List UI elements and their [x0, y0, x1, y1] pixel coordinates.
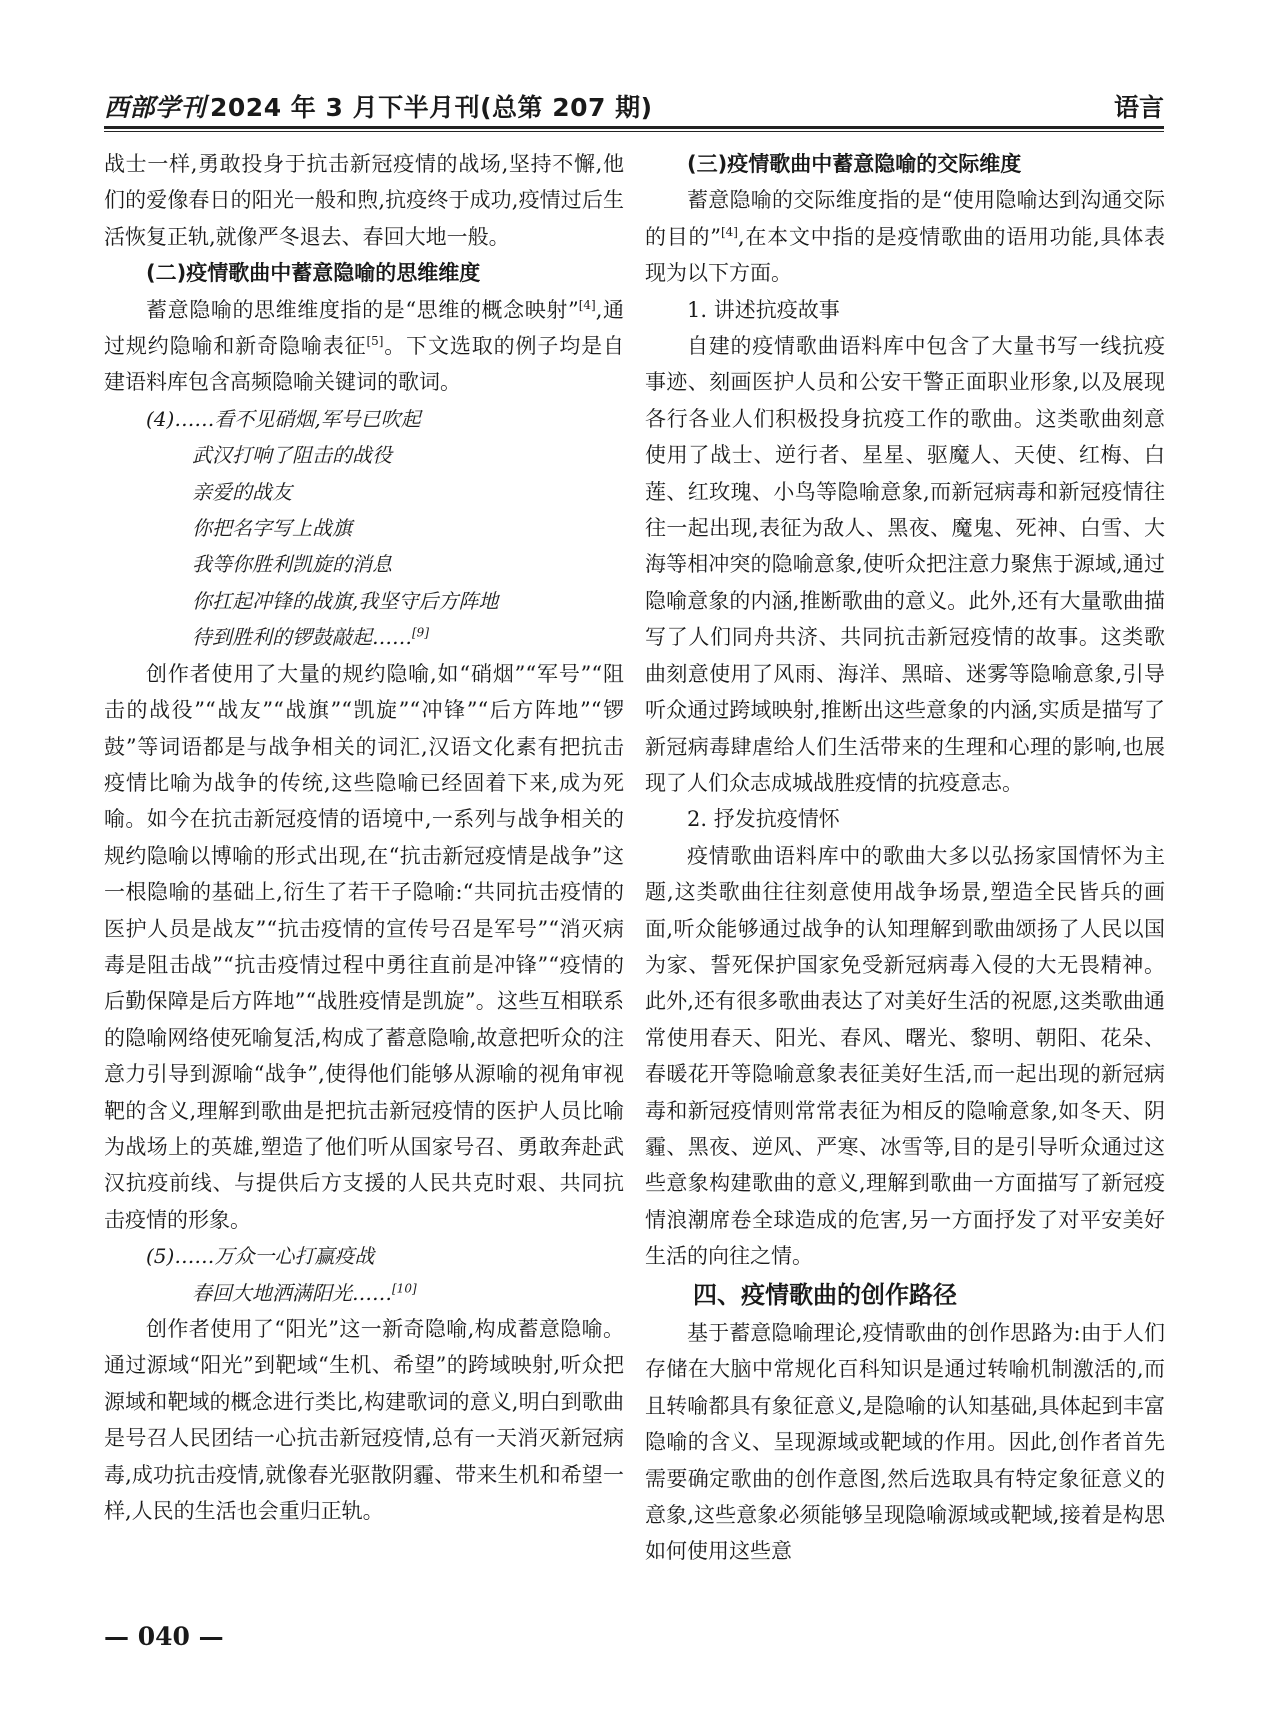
text-run: 蓄意隐喻的交际维度指的是“使用隐喻达到沟通交际的目的” — [645, 188, 1165, 249]
citation: [4] — [720, 224, 738, 239]
lyric-line: (5)……万众一心打赢疫战 — [146, 1244, 375, 1269]
issue-text: 2024 年 3 月下半月刊(总第 207 期) — [210, 93, 653, 122]
paragraph: 基于蓄意隐喻理论,疫情歌曲的创作思路为:由于人们存储在大脑中常规化百科知识是通过转喻机制激活的,而且转喻都具有象征意义,是隐喻的认知基础,具体起到丰富隐喻的含义、呈现源域或靶域的作用。因此,创作者首先需要确定歌曲的创作意图,然后选取具有特定象征意义的意象,这些意象必须能够呈现隐喻源域或靶域,接着是构思如何使用这些意 — [645, 1321, 1165, 1564]
journal-issue — [104, 88, 653, 124]
left-column — [104, 146, 624, 1529]
section-name: 语言 — [1113, 93, 1164, 122]
paragraph: 创作者使用了“阳光”这一新奇隐喻,构成蓄意隐喻。通过源域“阳光”到靶域“生机、希望”的跨域映射,听众把源域和靶域的概念进行类比,构建歌词的意义,明白到歌曲是号召人民团结一心抗击新冠疫情,总有一天消灭新冠病毒,成功抗击疫情,就像春光驱散阴霾、带来生机和希望一样,人民的生活也会重归正轨。 — [104, 1317, 624, 1524]
citation: [5] — [366, 334, 384, 349]
paragraph: 创作者使用了大量的规约隐喻,如“硝烟”“军号”“阻击的战役”“战友”“战旗”“凯旋”“冲锋”“后方阵地”“锣鼓”等词语都是与战争相关的词汇,汉语文化素有把抗击疫情比喻为战争的传统,这些隐喻已经固着下来,成为死喻。如今在抗击新冠疫情的语境中,一系列与战争相关的规约隐喻以博喻的形式出现,在“抗击新冠疫情是战争”这一根隐喻的基础上,衍生了若干子隐喻:“共同抗击疫情的医护人员是战友”“抗击疫情的宣传号召是军号”“消灭病毒是阻击战”“抗击疫情过程中勇往直前是冲锋”“疫情的后勤保障是后方阵地”“战胜疫情是凯旋”。这些互相联系的隐喻网络使死喻复活,构成了蓄意隐喻,故意把听众的注意力引导到源喻“战争”,使得他们能够从源喻的视角审视靶的含义,理解到歌曲是把抗击新冠疫情的医护人员比喻为战场上的英雄,塑造了他们听从国家号召、勇敢奔赴武汉抗疫前线、与提供后方支援的人民共克时艰、共同抗击疫情的形象。 — [104, 661, 624, 1232]
lyric-line: (4)……看不见硝烟,军号已吹起 — [146, 406, 421, 431]
lyrics-example-4 — [104, 401, 624, 656]
paragraph — [645, 182, 1165, 291]
text-run: ,通过规约隐喻和新奇隐喻表征 — [104, 297, 624, 359]
lyric-line — [192, 619, 624, 655]
lyric-line — [192, 1275, 624, 1311]
citation: [4] — [578, 297, 596, 312]
citation: [9] — [412, 625, 429, 640]
text-run: 待到胜利的锣鼓敲起…… — [192, 625, 412, 650]
running-header — [104, 88, 1164, 124]
subsection-heading: 2. 抒发抗疫情怀 — [687, 807, 840, 832]
lyric-line: 你把名字写上战旗 — [192, 516, 352, 541]
page-number: — 040 — — [104, 1622, 224, 1651]
text-run: 。下文选取的例子均是自建语料库包含高频隐喻关键词的歌词。 — [104, 334, 625, 395]
chapter-heading: 四、疫情歌曲的创作路径 — [693, 1280, 957, 1309]
paragraph: 战士一样,勇敢投身于抗击新冠疫情的战场,坚持不懈,他们的爱像春日的阳光一般和煦,抗疫终于成功,疫情过后生活恢复正轨,就像严冬退去、春回大地一般。 — [104, 152, 624, 249]
paragraph — [104, 292, 624, 401]
right-column — [645, 146, 1165, 1570]
text-run: 春回大地洒满阳光…… — [192, 1280, 392, 1305]
lyric-line: 亲爱的战友 — [192, 479, 292, 504]
section-heading: (三)疫情歌曲中蓄意隐喻的交际维度 — [687, 152, 1022, 176]
lyric-line: 你扛起冲锋的战旗,我坚守后方阵地 — [192, 588, 499, 613]
lyric-line: 我等你胜利凯旋的消息 — [192, 552, 392, 577]
paragraph: 自建的疫情歌曲语料库中包含了大量书写一线抗疫事迹、刻画医护人员和公安干警正面职业形象,以及展现各行各业人们积极投身抗疫工作的歌曲。这类歌曲刻意使用了战士、逆行者、星星、驱魔人、天使、红梅、白莲、红玫瑰、小鸟等隐喻意象,而新冠病毒和新冠疫情往往一起出现,表征为敌人、黑夜、魔鬼、死神、白雪、大海等相冲突的隐喻意象,使听众把注意力聚焦于源域,通过隐喻意象的内涵,推断歌曲的意义。此外,还有大量歌曲描写了人们同舟共济、共同抗击新冠疫情的故事。这类歌曲刻意使用了风雨、海洋、黑暗、迷雾等隐喻意象,引导听众通过跨域映射,推断出这些意象的内涵,实质是描写了新冠病毒肆虐给人们生活带来的生理和心理的影响,也展现了人们众志成城战胜疫情的抗疫意志。 — [645, 334, 1165, 795]
text-run: 蓄意隐喻的思维维度指的是“思维的概念映射” — [146, 297, 579, 322]
header-rule-thin — [104, 131, 1164, 132]
lyric-line: 武汉打响了阻击的战役 — [192, 443, 392, 468]
header-rule-thick — [104, 126, 1164, 129]
paragraph: 疫情歌曲语料库中的歌曲大多以弘扬家国情怀为主题,这类歌曲往往刻意使用战争场景,塑造全民皆兵的画面,听众能够通过战争的认知理解到歌曲颂扬了人民以国为家、誓死保护国家免受新冠病毒入侵的大无畏精神。此外,还有很多歌曲表达了对美好生活的祝愿,这类歌曲通常使用春天、阳光、春风、曙光、黎明、朝阳、花朵、春暖花开等隐喻意象表征美好生活,而一起出现的新冠病毒和新冠疫情则常常表征为相反的隐喻意象,如冬天、阴霾、黑夜、逆风、严寒、冰雪等,目的是引导听众通过这些意象构建歌曲的意义,理解到歌曲一方面描写了新冠疫情浪潮席卷全球造成的危害,另一方面抒发了对平安美好生活的向往之情。 — [645, 843, 1165, 1269]
lyrics-example-5 — [104, 1238, 624, 1311]
section-heading: (二)疫情歌曲中蓄意隐喻的思维维度 — [146, 261, 481, 286]
journal-logo: 西部学刊 — [104, 93, 207, 122]
citation: [10] — [392, 1280, 417, 1295]
subsection-heading: 1. 讲述抗疫故事 — [687, 297, 840, 322]
text-run: ,在本文中指的是疫情歌曲的语用功能,具体表现为以下方面。 — [645, 224, 1165, 286]
